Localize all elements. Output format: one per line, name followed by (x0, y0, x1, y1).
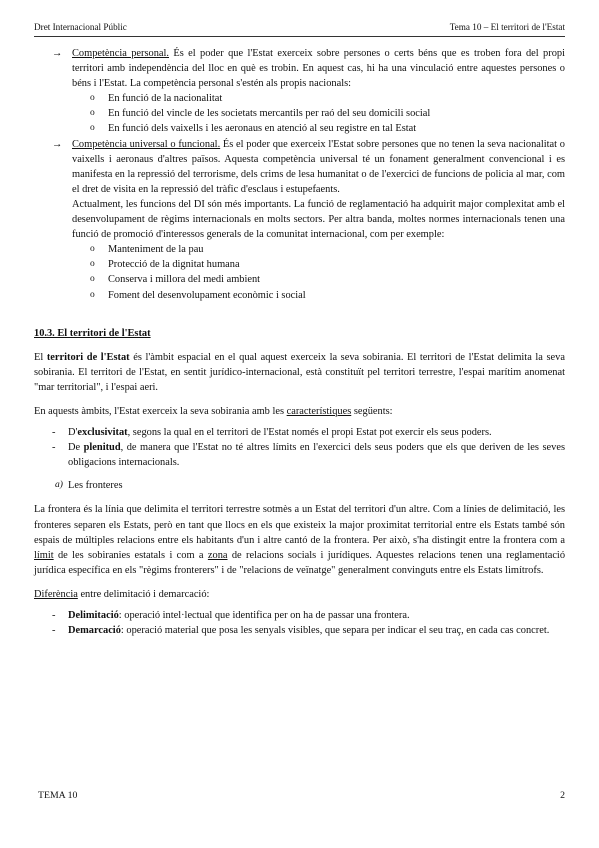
arrow-right-icon: → (52, 48, 63, 59)
bullet-icon: o (90, 123, 95, 134)
list-item: o En funció dels vaixells i les aeronaus en atenció al seu registre en tal Estat (34, 121, 565, 136)
list-item: - D'exclusivitat, segons la qual en el territori de l'Estat només el propi Estat pot exercir els seus poders. (52, 427, 492, 439)
page-header (34, 22, 565, 37)
term-competencia-universal: Competència universal o funcional. (72, 138, 221, 150)
subsection-fronteres: a) Les fronteres (55, 480, 123, 492)
list-item: - De plenitud, de manera que l'Estat no té altres límits en l'exercici dels seus poders que els que deriven de les seves obligacions internacionals. (52, 442, 565, 469)
list-item: o Protecció de la dignitat humana (34, 257, 565, 272)
list-item: o Conserva i millora del medi ambient (34, 272, 565, 287)
territori-definition: El territori de l'Estat és l'àmbit espacial en el qual aquest exerceix la seva sobirania. El territori de l'Estat delimita la seva sobirania. El territori de l'Estat, en sentit jurídico-internacional, està constituït pel territori terrestre, l'espai marítim anomenat "mar territorial", i l'espai aeri. (34, 351, 565, 393)
caracteristiques-intro: En aquests àmbits, l'Estat exerceix la seva sobirania amb les característiques següents: (34, 405, 393, 417)
bullet-icon: o (90, 274, 95, 285)
list-item: - Delimitació: operació intel·lectual que identifica per on ha de passar una frontera. (52, 610, 410, 621)
list-item: o Manteniment de la pau (34, 242, 565, 257)
funcions-di-paragraph: Actualment, les funcions del DI són més importants. La funció de reglamentació ha adquirit major complexitat amb el desenvolupament de règims internacionals en molts sectors. Per altra banda, moltes normes internacionals tenen una funció de promoció d'interessos generals de la comunitat internacional, com per exemple: (72, 198, 565, 241)
list-item: o Foment del desenvolupament econòmic i social (34, 288, 565, 303)
term-competencia-personal: Competència personal. (72, 48, 169, 59)
page-number: 2 (560, 790, 565, 801)
header-topic: Tema 10 – El territori de l'Estat (449, 22, 565, 32)
competencia-universal (34, 137, 565, 197)
list-item: - Demarcació: operació material que posa les senyals visibles, que separa per indicar el seu traç, en cada cas concret. (52, 625, 550, 637)
bullet-icon: o (90, 289, 95, 300)
competencia-universal-text: És el poder que exerceix l'Estat sobre persones que no tenen la seva nacionalitat o vaixells i aeronaus d'altres països. Aquesta competència universal té un fonament generalment convencional i es manifesta en la repressió del terrorisme, dels crims de lesa humanitat o de l'exercici de funcions de policia al mar, com el dret de visita en la repressió del tràfic d'esclaus i estupefaents. (72, 138, 565, 195)
term-territori: territori de l'Estat (46, 351, 130, 363)
bullet-icon: o (90, 93, 95, 104)
fronteres-paragraph: La frontera és la línia que delimita el territori terrestre sotmès a un Estat del territori d'un altre. Com a línies de delimitació, les fronteres separen els Estats, però en tant que llocs en els que existeix la major proximitat territorial entre els Estats també són espais de múltiples relacions entre els habitants d'un i altre cantó de la frontera. Per això, s'ha distingit entre la frontera com a límit de les sobiranies estatals i com a zona de relacions socials i jurídiques. Aquestes relacions tenen una reglamentació jurídica específica en els "règims fronterers" i de "relacions de veïnatge" generalment convinguts entre els Estats limítrofs. (34, 504, 566, 576)
bullet-icon: o (90, 244, 95, 255)
bullet-icon: o (90, 108, 95, 119)
footer-topic: TEMA 10 (38, 790, 78, 801)
competencia-personal-text: És el poder que l'Estat exerceix sobre persones o certs béns que es troben fora del propi territori amb independència del lloc en què es trobin. En aquest cas, hi ha una vinculació entre aquestes persones o béns i l'Estat. La competència personal s'estén als propis nacionals: (72, 48, 565, 90)
bullet-icon: o (90, 259, 95, 270)
competencia-personal (34, 46, 565, 91)
header-course: Dret Internacional Públic (34, 22, 127, 32)
diferencia-intro: Diferència entre delimitació i demarcació: (34, 588, 210, 600)
list-item: o En funció del vincle de les societats mercantils per raó del seu domicili social (34, 106, 565, 121)
arrow-right-icon: → (52, 138, 63, 150)
page-body (34, 46, 565, 638)
list-item: o En funció de la nacionalitat (34, 91, 565, 106)
section-title: 10.3. El territori de l'Estat (34, 327, 151, 339)
